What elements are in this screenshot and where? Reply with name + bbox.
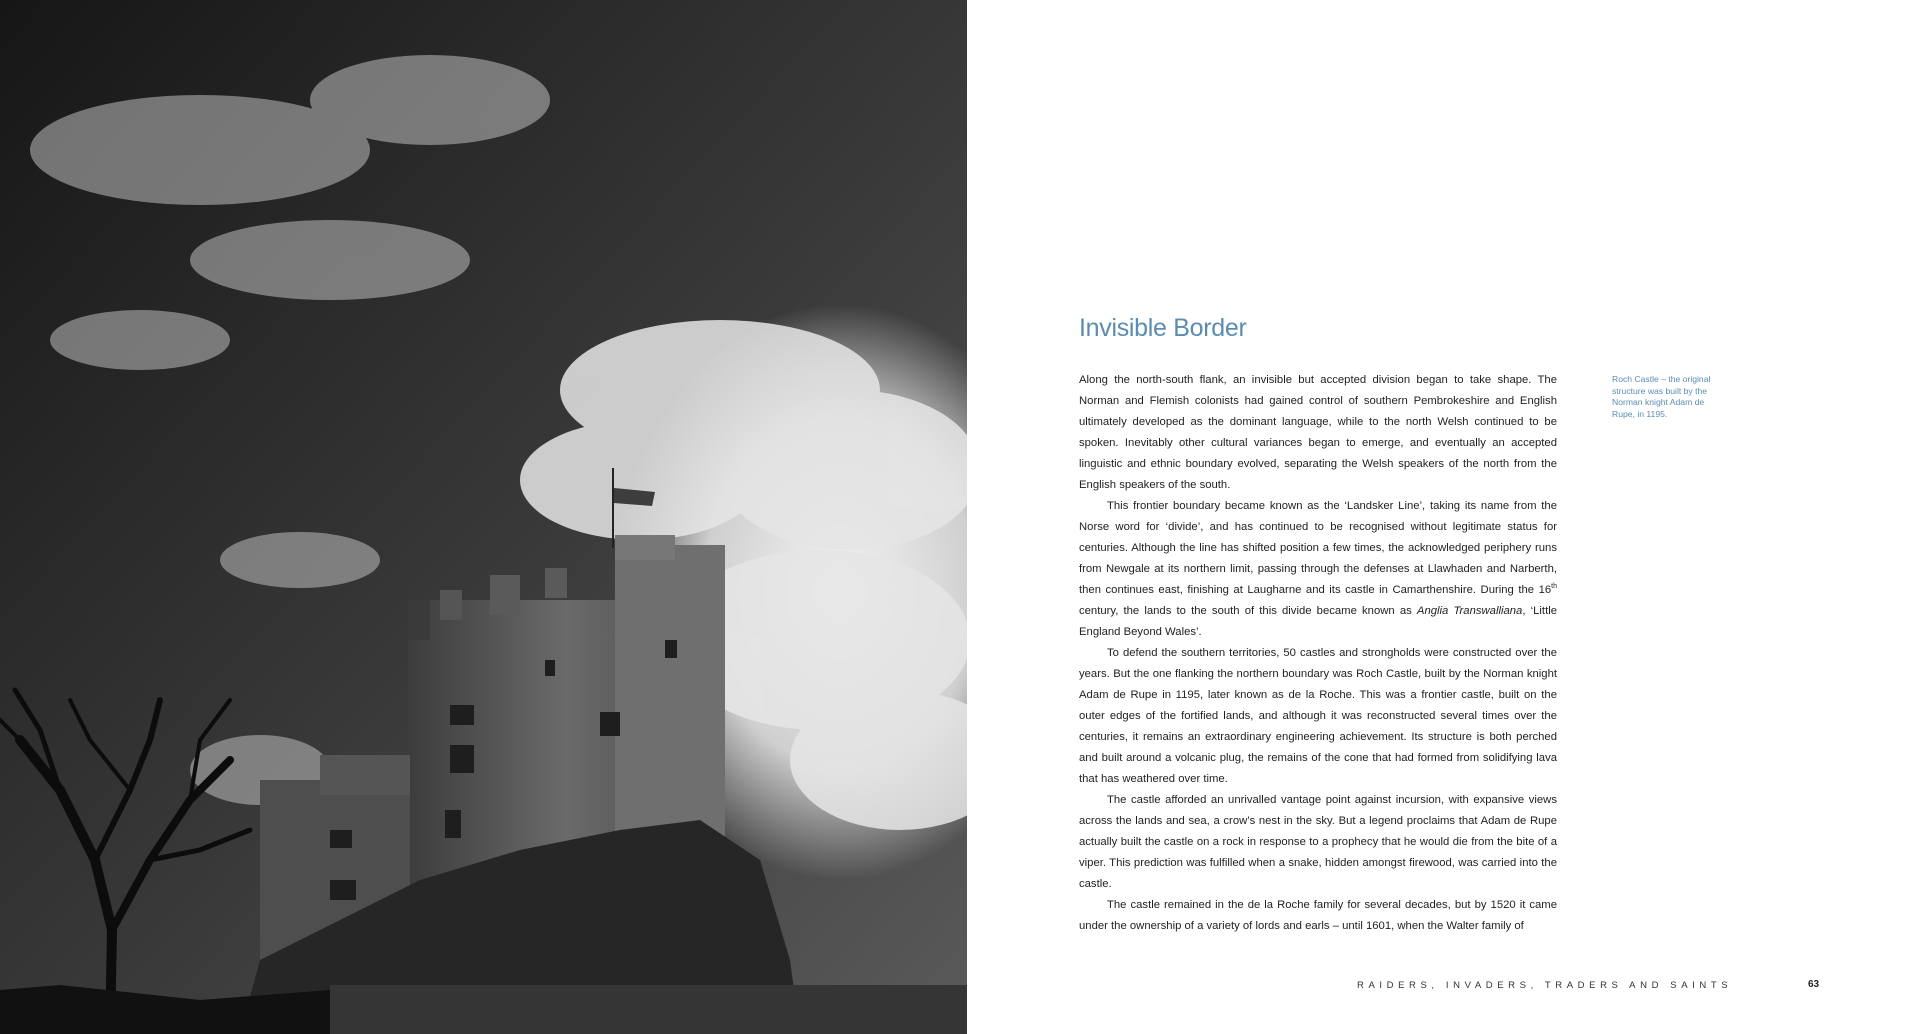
paragraph-2-part-1: This frontier boundary became known as the ‘Landsker Line’, taking its name from the Norse word for ‘divide’, and has continued to be recognised without legitimate status for centuries. Although the line has shifted position a few times, the acknowledged periphery runs from Newgale at its northern limit, passing through the defenses at Llawhaden and Narberth, then continues east, finishing at Laugharne and its castle in Camarthenshire. During the 16	[1079, 500, 1557, 596]
text-page	[967, 0, 1920, 1034]
paragraph-2	[1079, 496, 1557, 643]
paragraph-3: To defend the southern territories, 50 castles and strongholds were constructed over the years. But the one flanking the northern boundary was Roch Castle, built by the Norman knight Adam de Rupe in 1195, later known as de la Roche. This was a frontier castle, built on the outer edges of the fortified lands, and although it was reconstructed several times over the centuries, it remains an extraordinary engineering achievement. Its structure is both perched and built around a volcanic plug, the remains of the cone that had formed from solidifying lava that has weathered over time.	[1079, 647, 1557, 785]
paragraph-2-part-2: century, the lands to the south of this divide became known as	[1079, 605, 1417, 617]
photo-caption: Roch Castle – the original structure was built by the Norman knight Adam de Rupe, in 1195.	[1612, 374, 1711, 419]
paragraph-5: The castle remained in the de la Roche family for several decades, but by 1520 it came under the ownership of a variety of lords and earls – until 1601, when the Walter family of	[1079, 899, 1557, 932]
latin-term: Anglia Transwalliana	[1416, 605, 1523, 617]
article-heading: Invisible Border	[1079, 314, 1247, 342]
page-number: 63	[1808, 979, 1820, 990]
paragraph-2-part-3: , ‘Little England Beyond Wales’.	[1079, 605, 1558, 638]
paragraph-1: Along the north-south flank, an invisible but accepted division began to take shape. The Norman and Flemish colonists had gained control of southern Pembrokeshire and English ultimately developed as the dominant language, while to the north Welsh continued to be spoken. Inevitably other cultural variances began to emerge, and eventually an accepted linguistic and ethnic boundary evolved, separating the Welsh speakers of the north from the English speakers of the south.	[1079, 374, 1557, 491]
paragraph-4: The castle afforded an unrivalled vantage point against incursion, with expansive views across the lands and sea, a crow’s nest in the sky. But a legend proclaims that Adam de Rupe actually built the castle on a rock in response to a prophecy that he would die from the bite of a viper. This prediction was fulfilled when a snake, hidden amongst firewood, was carried into the castle.	[1079, 794, 1557, 890]
stone-wall	[330, 985, 967, 1034]
article-body	[1079, 370, 1557, 937]
ordinal-suffix: th	[1551, 583, 1557, 591]
running-head: RAIDERS, INVADERS, TRADERS AND SAINTS	[1357, 980, 1733, 991]
